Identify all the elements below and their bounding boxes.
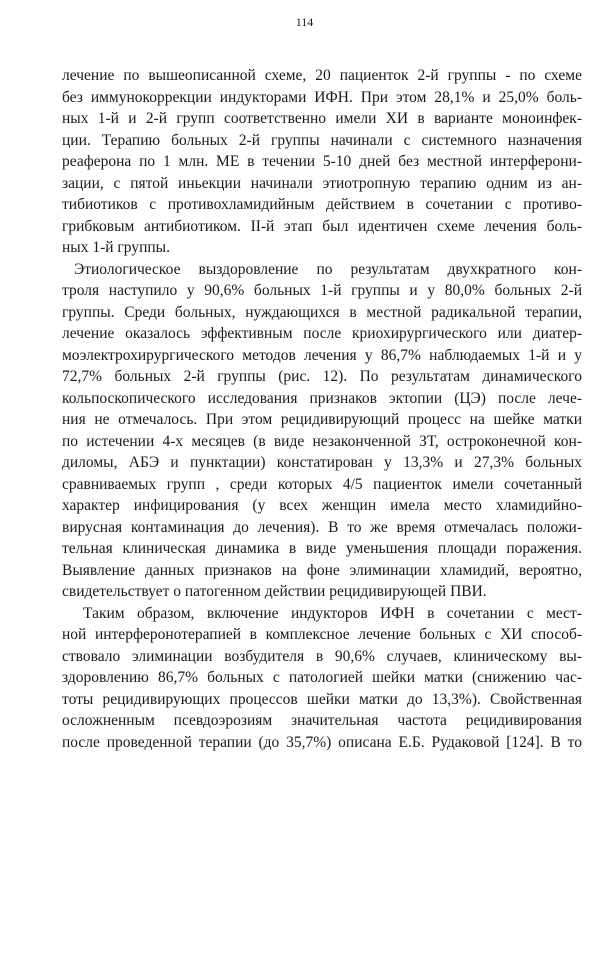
text-line: тибиотиков с противохламидийным действием в сочетании с противо- xyxy=(62,196,582,213)
text-line: грибковым антибиотиком. II-й этап был идентичен схеме лечения боль- xyxy=(62,217,582,235)
body-text xyxy=(62,65,582,753)
text-line: сравниваемых групп , среди которых 4/5 пациенток имели сочетанный xyxy=(62,475,582,493)
text-line: вирусная контаминация до лечения). В то же время отмечалась положи- xyxy=(62,518,582,536)
text-line: диломы, АБЭ и пунктации) констатирован у 13,3% и 27,3% больных xyxy=(62,454,582,471)
text-line: троля наступило у 90,6% больных 1-й группы и у 80,0% больных 2-й xyxy=(62,282,582,299)
text-line: ции. Терапию больных 2-й группы начинали с системного назначения xyxy=(62,131,582,149)
text-line: ных 1-й группы. xyxy=(62,239,170,256)
text-line: тоты рецидивирующих процессов шейки матки до 13,3%). Свойственная xyxy=(62,690,582,708)
paragraph xyxy=(62,259,582,603)
text-line: ствовало элиминации возбудителя в 90,6% случаев, клиническому вы- xyxy=(62,647,582,665)
paragraph xyxy=(62,603,582,754)
text-line: осложненным псевдоэрозиям значительная частота рецидивирования xyxy=(62,712,582,729)
text-line: зации, с пятой иньекции начинали этиотропную терапию одним из ан- xyxy=(62,174,582,192)
text-line: 72,7% больных 2-й группы (рис. 12). По результатам динамического xyxy=(62,368,582,385)
text-line: свидетельствует о патогенном действии рецидивирующей ПВИ. xyxy=(62,583,487,600)
text-line: ных 1-й и 2-й групп соответственно имели ХИ в варианте моноинфек- xyxy=(62,110,582,127)
text-line: ния не отмечалось. При этом рецидивирующий процесс на шейке матки xyxy=(62,411,582,428)
text-line: группы. Среди больных, нуждающихся в местной радикальной терапии, xyxy=(62,303,582,321)
text-line: моэлектрохирургического методов лечения у 86,7% наблюдаемых 1-й и у xyxy=(62,346,582,364)
paragraph xyxy=(62,65,582,259)
text-line: Таким образом, включение индукторов ИФН в сочетании с мест- xyxy=(83,604,582,622)
text-line: тельная клиническая динамика в виде уменьшения площади поражения. xyxy=(62,540,582,557)
text-line: по истечении 4-х месяцев (в виде незаконченной ЗТ, остроконечной кон- xyxy=(62,432,582,450)
text-line: ной интерферонотерапией в комплексное лечение больных с ХИ способ- xyxy=(62,626,582,643)
text-line: без иммунокоррекции индукторами ИФН. При этом 28,1% и 25,0% боль- xyxy=(62,88,582,106)
text-line: Выявление данных признаков на фоне элиминации хламидий, вероятно, xyxy=(62,561,582,579)
text-line: после проведенной терапии (до 35,7%) описана Е.Б. Рудаковой [124]. В то xyxy=(62,733,582,751)
text-line: реаферона по 1 млн. МЕ в течении 5-10 дней без местной интерферони- xyxy=(62,153,582,170)
text-line: лечение оказалось эффективным после криохирургического или диатер- xyxy=(62,325,582,342)
text-line: лечение по вышеописанной схеме, 20 пациенток 2-й группы - по схеме xyxy=(62,67,582,84)
text-line: кольпоскопического исследования признаков эктопии (ЦЭ) после лече- xyxy=(62,389,582,407)
text-line: здоровлению 86,7% больных с патологией шейки матки (снижению час- xyxy=(62,669,582,686)
text-line: характер инфицирования (у всех женщин имела место хламидийно- xyxy=(62,497,582,514)
page-number: 114 xyxy=(295,15,314,29)
text-line: Этиологическое выздоровление по результатам двухкратного кон- xyxy=(74,260,582,278)
